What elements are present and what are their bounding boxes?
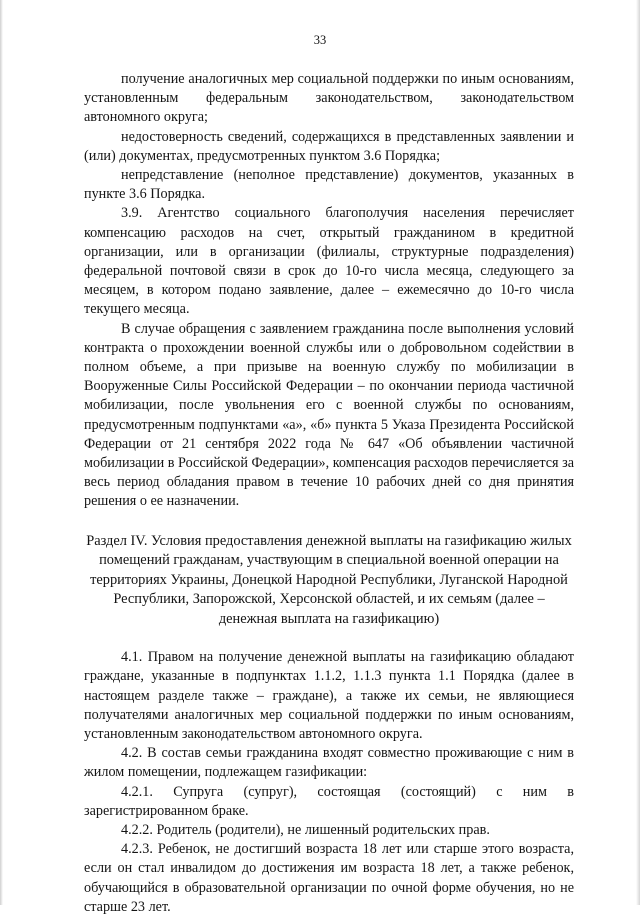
scan-left-edge	[0, 0, 3, 905]
paragraph-4-2-1: 4.2.1. Супруга (супруг), состоящая (состоящий) с ним в зарегистрированном браке.	[84, 783, 574, 819]
document-body	[84, 70, 574, 917]
paragraph-4-2: 4.2. В состав семьи гражданина входят совместно проживающие с ним в жилом помещении, подлежащем газификации:	[84, 745, 574, 781]
scan-right-edge	[636, 0, 640, 905]
page-number: 33	[313, 33, 327, 47]
paragraph: непредставление (неполное представление) документов, указанных в пункте 3.6 Порядка.	[84, 167, 574, 203]
paragraph-3-9: 3.9. Агентство социального благополучия населения перечисляет компенсацию расходов на счет, открытый гражданином в кредитной организации, или в организации (филиалы, структурные подразделения) федеральной почтовой связи в срок до 10-го числа месяца, следующего за месяцем, в котором подано заявление, далее – ежемесячно до 10-го числа текущего месяца.	[84, 205, 574, 318]
paragraph-4-2-3: 4.2.3. Ребенок, не достигший возраста 18 лет или старше этого возраста, если он стал инвалидом до достижения им возраста 18 лет, а также ребенок, обучающийся в образовательной организации по очной форме обучения, но не старше 23 лет.	[84, 841, 574, 915]
paragraph-4-2-2: 4.2.2. Родитель (родители), не лишенный родительских прав.	[121, 822, 490, 838]
section-heading: Раздел IV. Условия предоставления денежной выплаты на газификацию жилых помещений гражданам, участвующим в специальной военной операции на территориях Украины, Донецкой Народной Республики, Луганской Народной Республики, Запорожской, Херсонской областей, и их семьям (далее – денежная выплата на газификацию)	[86, 532, 572, 627]
paragraph: недостоверность сведений, содержащихся в представленных заявлении и (или) документах, предусмотренных пунктом 3.6 Порядка;	[84, 128, 574, 164]
paragraph-4-1: 4.1. Правом на получение денежной выплаты на газификацию обладают граждане, указанные в подпунктах 1.1.2, 1.1.3 пункта 1.1 Порядка (далее в настоящем разделе также – граждане), а также их семьи, не являющиеся получателями аналогичных мер социальной поддержки по иным основаниям, установленным законодательством автономного округа.	[84, 649, 574, 742]
paragraph: В случае обращения с заявлением гражданина после выполнения условий контракта о прохождении военной службы или о добровольном содействии в полном объеме, а при призыве на военную службу по мобилизации в Вооруженные Силы Российской Федерации – по окончании периода частичной мобилизации, после увольнения его с военной службы по основаниям, предусмотренным подпунктами «а», «б» пункта 5 Указа Президента Российской Федерации от 21 сентября 2022 года № 647 «Об объявлении частичной мобилизации в Российской Федерации», компенсация расходов перечисляется за весь период обладания правом в течение 10 рабочих дней со дня принятия решения о ее назначении.	[84, 320, 574, 510]
paragraph: получение аналогичных мер социальной поддержки по иным основаниям, установленным федеральным законодательством, законодательством автономного округа;	[84, 71, 574, 126]
